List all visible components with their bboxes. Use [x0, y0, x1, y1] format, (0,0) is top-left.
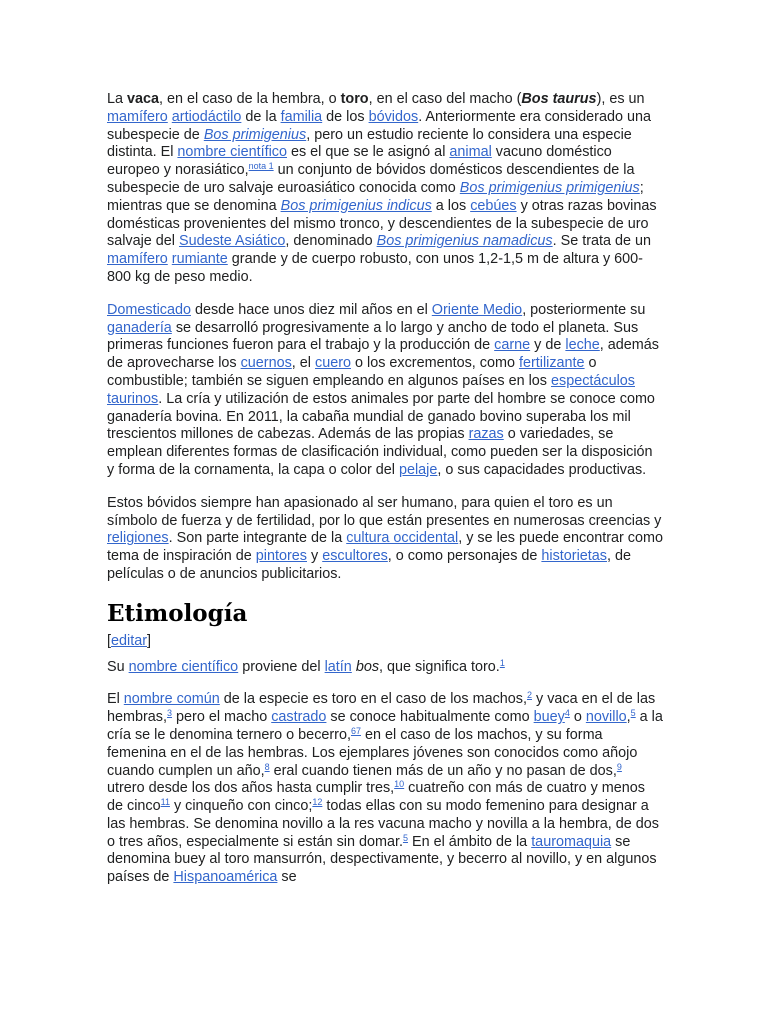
text-run: y — [307, 548, 323, 565]
link-nombre-cientifico[interactable]: nombre científico — [128, 658, 239, 675]
reference-link-67[interactable]: 67 — [350, 725, 361, 736]
text-run: se — [277, 869, 297, 886]
superscript — [312, 797, 322, 807]
text-run: , que significa toro. — [379, 658, 500, 675]
text-run: a la cría se le denomina ternero o becerro, — [107, 709, 663, 743]
link-bos-primigenius[interactable]: Bos primigenius — [203, 126, 307, 143]
text-run: , el — [291, 355, 315, 372]
link-hispanoamerica[interactable]: Hispanoamérica — [173, 869, 278, 886]
link-animal[interactable]: animal — [449, 144, 492, 161]
link-carne[interactable]: carne — [494, 337, 531, 354]
text-run: o — [569, 709, 586, 726]
text-run: o variedades, se emplean diferentes formas de clasificación individual, como pueden ser la disposición y forma de la cornamenta, la capa o color del — [107, 426, 653, 478]
text-run: en el caso de los machos, y su forma femenina en el de las hembras. Los ejemplares jóvenes son conocidos como añojo cuando cumplen un año, — [107, 726, 638, 779]
link-pelaje[interactable]: pelaje — [398, 461, 438, 478]
link-bovidos[interactable]: bóvidos — [368, 108, 419, 125]
link-bos-primigenius-namadicus[interactable]: Bos primigenius namadicus — [376, 233, 553, 250]
text-run: de la — [241, 108, 281, 125]
text-run: , en el caso de la hembra, o — [159, 91, 341, 107]
text-run: desde hace unos diez mil años en el — [190, 301, 432, 318]
text-run: se denomina buey al toro mansurrón, despectivamente, y becerro al novillo, y en algunos países de — [107, 833, 657, 886]
bold-term: Bos taurus — [521, 91, 597, 107]
text-run: ), es un — [596, 91, 645, 107]
text-run: y de — [530, 337, 566, 354]
reference-link-4[interactable]: 4 — [564, 708, 570, 719]
text-run: cuatreño con más de cuatro y menos de cinco — [107, 780, 645, 815]
text-run: Su — [107, 658, 129, 675]
reference-link-nota-1[interactable]: nota 1 — [248, 161, 274, 172]
text-run: El — [107, 691, 124, 708]
text-run: grande y de cuerpo robusto, con unos 1,2-1,5 m de altura y 600-800 kg de peso medio. — [107, 251, 643, 285]
text-run: Estos bóvidos siempre han apasionado al ser humano, para quien el toro es un símbolo de fuerza y de fertilidad, por lo que están presentes en numerosas creencias y — [107, 494, 662, 529]
superscript — [617, 762, 622, 772]
link-domesticado[interactable]: Domesticado — [107, 301, 191, 318]
link-bos-primigenius-primigenius[interactable]: Bos primigenius primigenius — [459, 179, 640, 196]
link-religiones[interactable]: religiones — [107, 530, 169, 547]
superscript — [394, 779, 404, 789]
text-run: eral cuando tienen más de un año y no pasan de dos, — [269, 762, 617, 779]
reference-link-5[interactable]: 5 — [402, 832, 408, 843]
link-mamifero[interactable]: mamífero — [107, 108, 168, 125]
link-tauromaquia[interactable]: tauromaquia — [531, 833, 612, 850]
link-familia[interactable]: familia — [280, 108, 323, 125]
link-historietas[interactable]: historietas — [541, 548, 607, 565]
link-mamifero[interactable]: mamífero — [107, 251, 168, 268]
link-escultores[interactable]: escultores — [322, 548, 388, 565]
text-run: y otras razas bovinas domésticas provenientes del mismo tronco, y descendientes de la subespecie de uro salvaje del — [107, 197, 657, 250]
text-run: pero el macho — [172, 709, 272, 726]
link-nombre-cientifico[interactable]: nombre científico — [177, 144, 287, 161]
etymology-paragraph-1 — [107, 659, 663, 677]
link-castrado[interactable]: castrado — [271, 709, 327, 726]
link-pintores[interactable]: pintores — [255, 548, 307, 565]
reference-link-9[interactable]: 9 — [616, 761, 622, 772]
text-run: La — [107, 91, 128, 107]
text-run: vacuno doméstico europeo y norasiático, — [107, 144, 612, 179]
text-run: utrero desde los dos años hasta cumplir tres, — [107, 780, 395, 797]
reference-link-3[interactable]: 3 — [167, 708, 173, 719]
edit-section-link[interactable]: editar — [111, 632, 147, 649]
text-run: y cinqueño con cinco; — [169, 798, 313, 815]
link-leche[interactable]: leche — [565, 337, 600, 354]
text-run: , o como personajes de — [387, 548, 542, 565]
text-run: . Son parte integrante de la — [168, 530, 347, 547]
superscript — [351, 726, 361, 736]
text-run: o combustible; también se siguen empleando en algunos países en los — [107, 355, 597, 389]
superscript — [249, 161, 274, 171]
text-run: En el ámbito de la — [407, 833, 532, 850]
link-fertilizante[interactable]: fertilizante — [518, 355, 585, 372]
link-sudeste-asiatico[interactable]: Sudeste Asiático — [179, 233, 286, 250]
link-cuernos[interactable]: cuernos — [240, 355, 292, 372]
text-run: , además de aprovecharse los — [107, 337, 659, 372]
text-run: de la especie es toro en el caso de los machos, — [219, 691, 527, 708]
article-body — [107, 91, 663, 902]
link-cuero[interactable]: cuero — [315, 355, 351, 372]
etymology-paragraph-2 — [107, 691, 663, 887]
reference-link-10[interactable]: 10 — [394, 779, 405, 790]
text-run: , — [626, 709, 631, 726]
text-run: un conjunto de bóvidos domésticos descendientes de la subespecie de uro salvaje euroasiático conocida como — [107, 162, 635, 196]
bold-term: toro — [340, 91, 369, 107]
text-run: . La cría y utilización de estos animales por parte del hombre se conoce como ganadería bovina. En 2011, la cabaña mundial de ganado bovino superaba los mil trescientos millones de cabezas. Además de las propias — [107, 390, 655, 443]
link-oriente-medio[interactable]: Oriente Medio — [431, 301, 523, 318]
link-latin[interactable]: latín — [324, 658, 352, 675]
text-run: es el que se le asignó al — [286, 144, 450, 161]
link-bos-primigenius-indicus[interactable]: Bos primigenius indicus — [280, 197, 432, 214]
text-run: . Se trata de un — [552, 233, 652, 250]
link-cebues[interactable]: cebúes — [470, 197, 517, 214]
text-run: se desarrolló progresivamente a lo largo y ancho de todo el planeta. Sus primeras funciones fueron para el trabajo y la producción de — [107, 319, 639, 354]
link-nombre-comun[interactable]: nombre común — [123, 691, 220, 708]
link-artiodactilo[interactable]: artiodáctilo — [171, 108, 242, 125]
text-run: , pero un estudio reciente lo considera una especie distinta. El — [107, 126, 632, 161]
superscript — [161, 797, 170, 807]
text-run: y vaca en el de las hembras, — [107, 691, 656, 726]
reference-link-11[interactable]: 11 — [160, 797, 170, 808]
text-run: proviene del — [238, 658, 325, 675]
text-run: ; mientras que se denomina — [107, 179, 644, 214]
edit-section — [107, 633, 663, 651]
reference-link-1[interactable]: 1 — [499, 657, 505, 668]
intro-paragraph-2 — [107, 302, 663, 480]
text-run: a los — [431, 197, 471, 214]
link-cultura-occidental[interactable]: cultura occidental — [346, 530, 459, 547]
link-razas[interactable]: razas — [468, 426, 504, 443]
reference-link-5[interactable]: 5 — [630, 708, 636, 719]
text-run: todas ellas con su modo femenino para designar a las hembras. Se denomina novillo a la res vacuna macho y novilla a la hembra, de dos o tres años, especialmente si están sin domar. — [107, 798, 659, 850]
text-run: . Anteriormente era considerado una subespecie de — [107, 108, 651, 143]
link-espectaculos-taurinos[interactable]: espectáculos taurinos — [107, 372, 635, 407]
text-run: , de películas o de anuncios publicitarios. — [107, 548, 631, 582]
link-buey[interactable]: buey — [533, 709, 565, 726]
text-run: , denominado — [285, 233, 377, 250]
link-novillo[interactable]: novillo — [585, 709, 627, 726]
text-run: de los — [322, 108, 369, 125]
text-run: se conoce habitualmente como — [326, 709, 534, 726]
text-run: , o sus capacidades productivas. — [437, 461, 647, 478]
text-run: , y se les puede encontrar como tema de inspiración de — [107, 530, 663, 565]
edit-bracket-open: [ — [107, 632, 111, 649]
intro-paragraph-3 — [107, 495, 663, 584]
bold-term: vaca — [127, 91, 160, 107]
reference-link-2[interactable]: 2 — [526, 690, 532, 701]
reference-link-8[interactable]: 8 — [264, 761, 270, 772]
link-rumiante[interactable]: rumiante — [171, 251, 228, 268]
edit-bracket-close: ] — [147, 632, 151, 649]
reference-link-12[interactable]: 12 — [312, 797, 323, 808]
intro-paragraph-1 — [107, 91, 663, 287]
italic-term: bos — [355, 658, 380, 675]
text-run: o los excrementos, como — [351, 355, 519, 372]
text-run: , en el caso del macho ( — [368, 91, 522, 107]
link-ganaderia[interactable]: ganadería — [107, 319, 172, 336]
superscript — [500, 658, 505, 668]
section-heading-etimologia: Etimología — [107, 599, 248, 627]
text-run: , posteriormente su — [522, 301, 646, 318]
